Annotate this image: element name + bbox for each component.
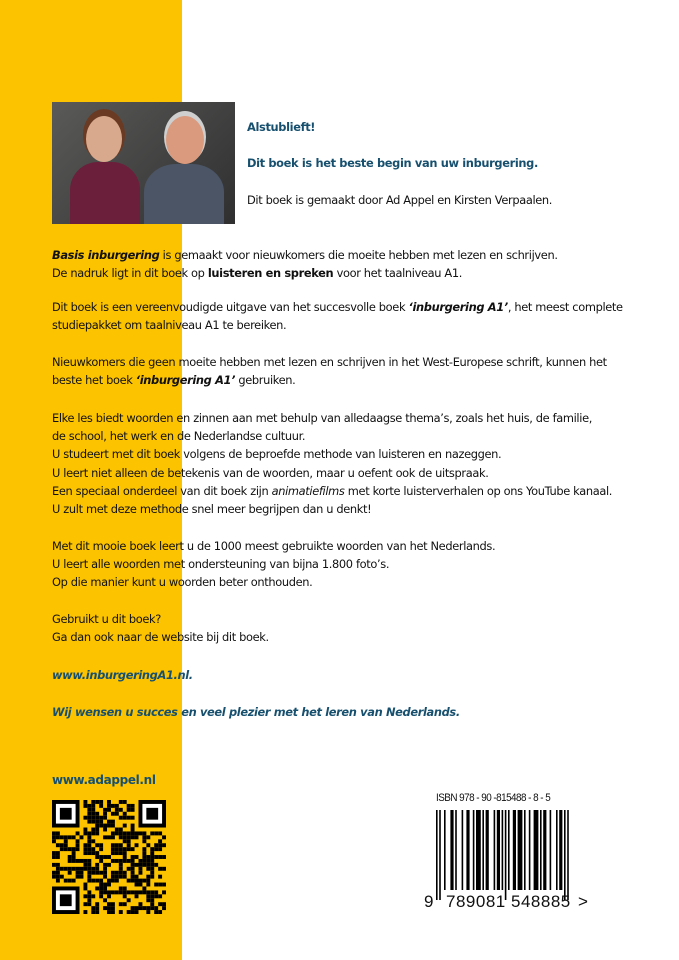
barcode-first-digit: 9	[424, 892, 434, 911]
paragraph-line: de school, het werk en de Nederlandse cultuur.	[52, 429, 306, 443]
website-link[interactable]: www.inburgeringA1.nl.	[52, 668, 193, 682]
paragraph-line: Elke les biedt woorden en zinnen aan met behulp van alledaagse thema’s, zoals het huis, de familie,	[52, 411, 592, 425]
barcode-arrow: >	[578, 892, 588, 911]
tagline: Dit boek is het beste begin van uw inburgering.	[247, 156, 538, 170]
isbn-label: ISBN 978 - 90 -815488 - 8 - 5	[436, 792, 551, 804]
paragraph-line: U studeert met dit boek volgens de beproefde methode van luisteren en nazeggen.	[52, 447, 502, 461]
paragraph-line: U leert niet alleen de betekenis van de woorden, maar u oefent ook de uitspraak.	[52, 466, 489, 480]
paragraph-line: De nadruk ligt in dit boek op luisteren en spreken voor het taalniveau A1.	[52, 266, 463, 280]
paragraph-line: Gebruikt u dit boek?	[52, 612, 161, 626]
paragraph-line: Een speciaal onderdeel van dit boek zijn animatiefilms met korte luisterverhalen op ons YouTube kanaal.	[52, 484, 613, 498]
barcode-left-digits: 789081	[446, 892, 506, 911]
paragraph-line: U zult met deze methode snel meer begrijpen dan u denkt!	[52, 502, 372, 516]
barcode-right-digits: 548885	[511, 892, 571, 911]
authors: Dit boek is gemaakt door Ad Appel en Kirsten Verpaalen.	[247, 193, 553, 207]
publisher-link[interactable]: www.adappel.nl	[52, 773, 156, 787]
paragraph-line: U leert alle woorden met ondersteuning van bijna 1.800 foto’s.	[52, 557, 390, 571]
paragraph-line: Dit boek is een vereenvoudigde uitgave van het succesvolle boek ‘inburgering A1’, het meest complete	[52, 300, 623, 314]
barcode-bars	[436, 810, 581, 900]
paragraph-line: Met dit mooie boek leert u de 1000 meest gebruikte woorden van het Nederlands.	[52, 539, 496, 553]
paragraph-line: Basis inburgering is gemaakt voor nieuwkomers die moeite hebben met lezen en schrijven.	[52, 248, 558, 262]
author-photo	[52, 102, 235, 224]
paragraph-line: Nieuwkomers die geen moeite hebben met lezen en schrijven in het West-Europese schrift, kunnen het	[52, 355, 607, 369]
paragraph-line: Op die manier kunt u woorden beter onthouden.	[52, 575, 313, 589]
barcode	[424, 792, 589, 916]
closing-wish: Wij wensen u succes en veel plezier met het leren van Nederlands.	[52, 705, 460, 719]
paragraph-line: studiepakket om taalniveau A1 te bereiken.	[52, 318, 287, 332]
qr-code[interactable]	[52, 800, 166, 914]
greeting: Alstublieft!	[247, 120, 316, 134]
paragraph-line: Ga dan ook naar de website bij dit boek.	[52, 630, 269, 644]
paragraph-line: beste het boek ‘inburgering A1’ gebruiken.	[52, 373, 296, 387]
